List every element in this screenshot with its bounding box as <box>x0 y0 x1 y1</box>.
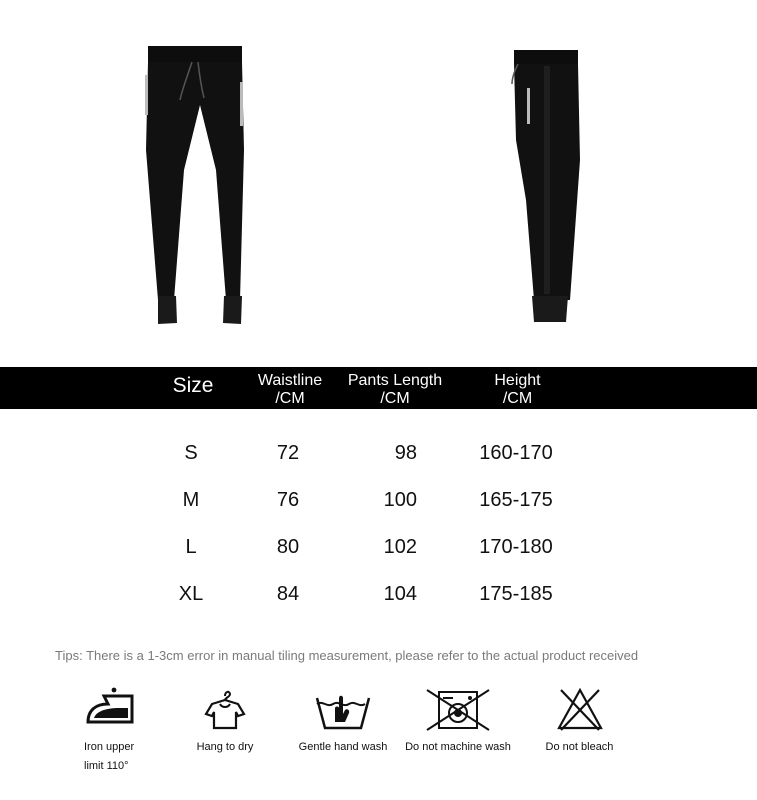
care-iron <box>72 686 152 776</box>
care-bleach-label: Do not bleach <box>545 741 614 753</box>
waist-cell: 80 <box>276 536 300 558</box>
measurement-tip: Tips: There is a 1-3cm error in manual tiling measurement, please refer to the actual product received <box>55 648 639 663</box>
header-height-label: Height <box>494 372 541 389</box>
care-no-machine-wash <box>398 686 518 757</box>
care-hang <box>185 686 265 757</box>
size-cell: L <box>185 536 197 558</box>
header-waistline <box>250 372 330 408</box>
length-cell: 104 <box>383 583 417 605</box>
care-hand-label: Gentle hand wash <box>298 741 388 753</box>
height-cell: 160-170 <box>479 442 553 464</box>
size-row <box>0 489 757 519</box>
size-cell: S <box>184 442 198 464</box>
waist-cell: 84 <box>276 583 300 605</box>
size-cell: XL <box>178 583 204 605</box>
length-cell: 100 <box>383 489 417 511</box>
height-cell: 170-180 <box>479 536 553 558</box>
no-machine-wash-icon <box>423 686 493 732</box>
header-waistline-label: Waistline <box>257 372 323 389</box>
no-bleach-icon <box>555 686 605 732</box>
header-height <box>470 372 565 408</box>
care-hand-wash <box>288 686 398 757</box>
size-row <box>0 583 757 613</box>
header-height-unit: /CM <box>502 390 533 407</box>
header-size: Size <box>172 374 214 397</box>
hand-wash-icon <box>313 686 373 732</box>
length-cell: 102 <box>383 536 417 558</box>
waist-cell: 76 <box>276 489 300 511</box>
care-no-bleach <box>532 686 627 757</box>
care-iron-label-1: Iron upper <box>84 741 135 753</box>
care-iron-label-2: limit 110° <box>84 760 129 772</box>
header-pants-length-label: Pants Length <box>347 372 443 389</box>
iron-icon <box>82 686 142 732</box>
length-cell: 98 <box>394 442 417 464</box>
header-pants-length <box>340 372 450 408</box>
height-cell: 175-185 <box>479 583 553 605</box>
size-row <box>0 442 757 472</box>
header-waistline-unit: /CM <box>275 390 305 407</box>
waist-cell: 72 <box>276 442 300 464</box>
hanger-icon <box>200 686 250 732</box>
front-view-pants-image <box>120 0 280 340</box>
height-cell: 165-175 <box>479 489 553 511</box>
side-view-pants-image <box>470 0 620 340</box>
header-pants-length-unit: /CM <box>380 390 410 407</box>
size-chart-header <box>0 367 757 409</box>
size-row <box>0 536 757 566</box>
size-cell: M <box>182 489 200 511</box>
care-machine-label: Do not machine wash <box>405 741 511 753</box>
care-hang-label: Hang to dry <box>196 741 254 753</box>
